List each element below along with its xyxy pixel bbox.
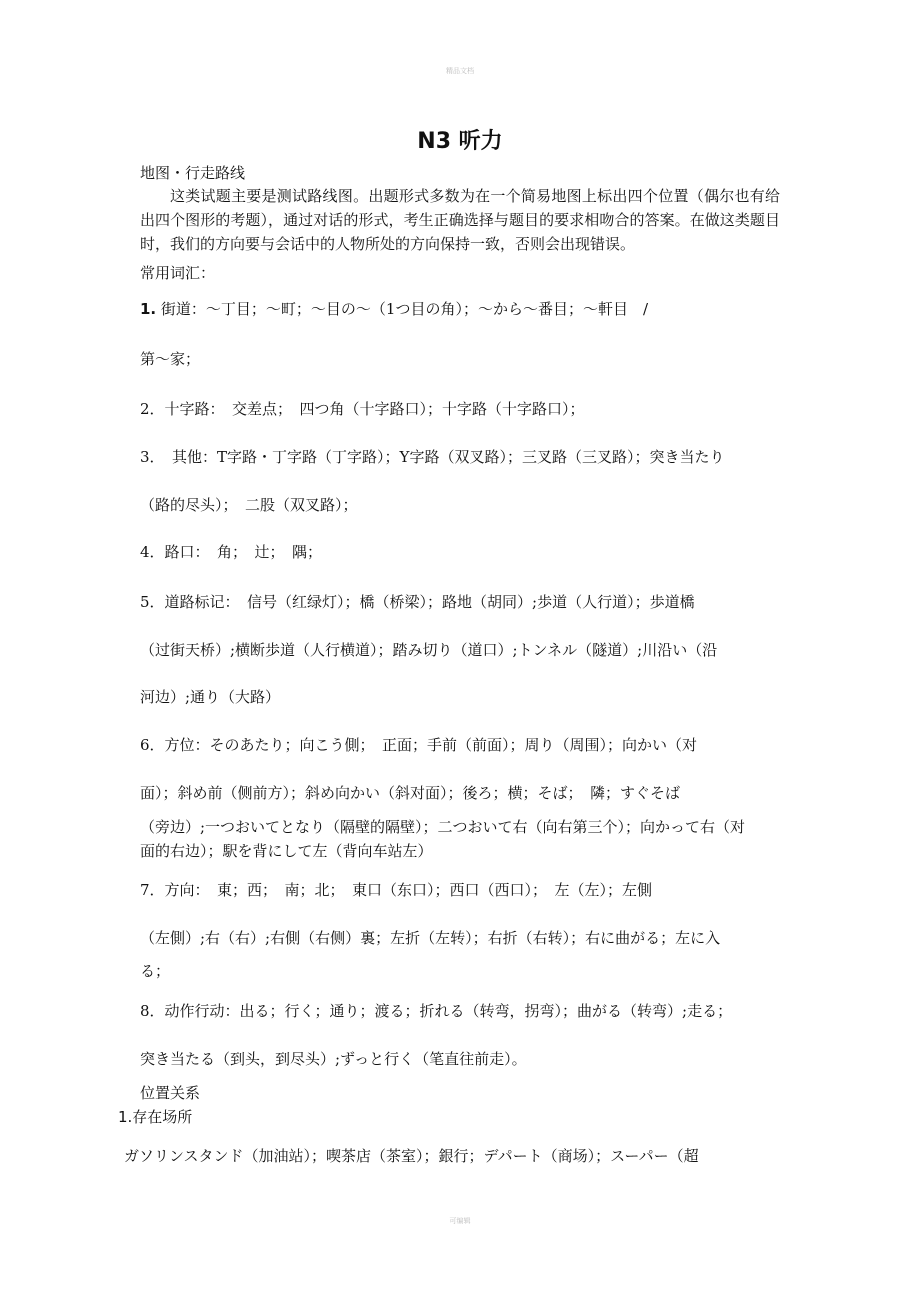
intro-paragraph: 这类试题主要是测试路线图。出题形式多数为在一个简易地图上标出四个位置（偶尔也有给出四个图形的考题），通过对话的形式，考生正确选择与题目的要求相吻合的答案。在做这类题目时，我们的方向要与会话中的人物所处的方向保持一致，否则会出现错误。: [140, 187, 780, 253]
header-watermark: 精品文档: [446, 67, 474, 75]
vocab-line-5b: （过街天桥）;横断歩道（人行横道）；踏み切り（道口）;トンネル（隧道）;川沿い（沿: [140, 641, 718, 659]
vocab-line-1b: 第～家；: [140, 350, 201, 368]
vocab-line-6: 6．方位：そのあたり；向こう側； 正面；手前（前面）；周り（周围）；向かい（对: [140, 736, 698, 754]
vocab-heading: 常用词汇：: [140, 264, 216, 282]
section-heading-map: 地图・行走路线: [140, 164, 246, 182]
vocab-line-8: 8．动作行动：出る；行く；通り；渡る；折れる（转弯，拐弯）；曲がる（转弯）;走る；: [140, 1002, 733, 1020]
vocab-line-4: 4．路口： 角； 辻； 隅；: [140, 543, 323, 561]
vocab-line-2: 2．十字路： 交差点； 四つ角（十字路口）；十字路（十字路口）；: [140, 400, 585, 418]
vocab-line-6b: 面）；斜め前（侧前方）；斜め向かい（斜对面）；後ろ；横；そば； 隣；すぐそば: [140, 784, 681, 802]
vocab-line-3b: （路的尽头）； 二股（双叉路）；: [140, 496, 358, 514]
vocab-line-1: [140, 298, 780, 319]
section-heading-position: 位置关系: [140, 1084, 201, 1102]
vocab-line-7: 7．方向： 東；西； 南；北； 東口（东口）；西口（西口）； 左（左）；左側: [140, 881, 653, 899]
vocab-line-places: ガソリンスタンド（加油站）；喫茶店（茶室）；銀行；デパート（商场）；スーパー（超: [124, 1147, 699, 1165]
item-text: 街道：～丁目；～町；～目の～（1つ目の角）；～から～番目；～軒目 /: [160, 300, 649, 318]
vocab-line-8b: 突き当たる（到头，到尽头）;ずっと行く（笔直往前走）。: [140, 1050, 527, 1068]
vocab-line-5c: 河边）;通り（大路）: [140, 688, 281, 706]
subheading-locations: 1.存在场所: [118, 1108, 193, 1126]
vocab-line-7c: る；: [140, 962, 171, 980]
vocab-line-3: 3． 其他：T字路・丁字路（丁字路）；Y字路（双叉路）；三叉路（三叉路）；突き当たり: [140, 448, 725, 466]
item-number: 1.: [140, 300, 157, 318]
page-title: N3 听力: [417, 129, 503, 154]
footer-watermark: 可编辑: [449, 1217, 471, 1225]
vocab-line-7b: （左側）;右（右）;右側（右侧）裏；左折（左转）；右折（右转）；右に曲がる；左に入: [140, 929, 721, 947]
vocab-line-5: 5．道路标记： 信号（红绿灯）；橋（桥梁）；路地（胡同）;歩道（人行道）；歩道橋: [140, 593, 695, 611]
vocab-line-6c: （旁边）;一つおいてとなり（隔壁的隔壁）；二つおいて右（向右第三个）；向かって右（对: [140, 818, 746, 836]
vocab-line-6d: 面的右边）；駅を背にして左（背向车站左）: [140, 842, 433, 860]
